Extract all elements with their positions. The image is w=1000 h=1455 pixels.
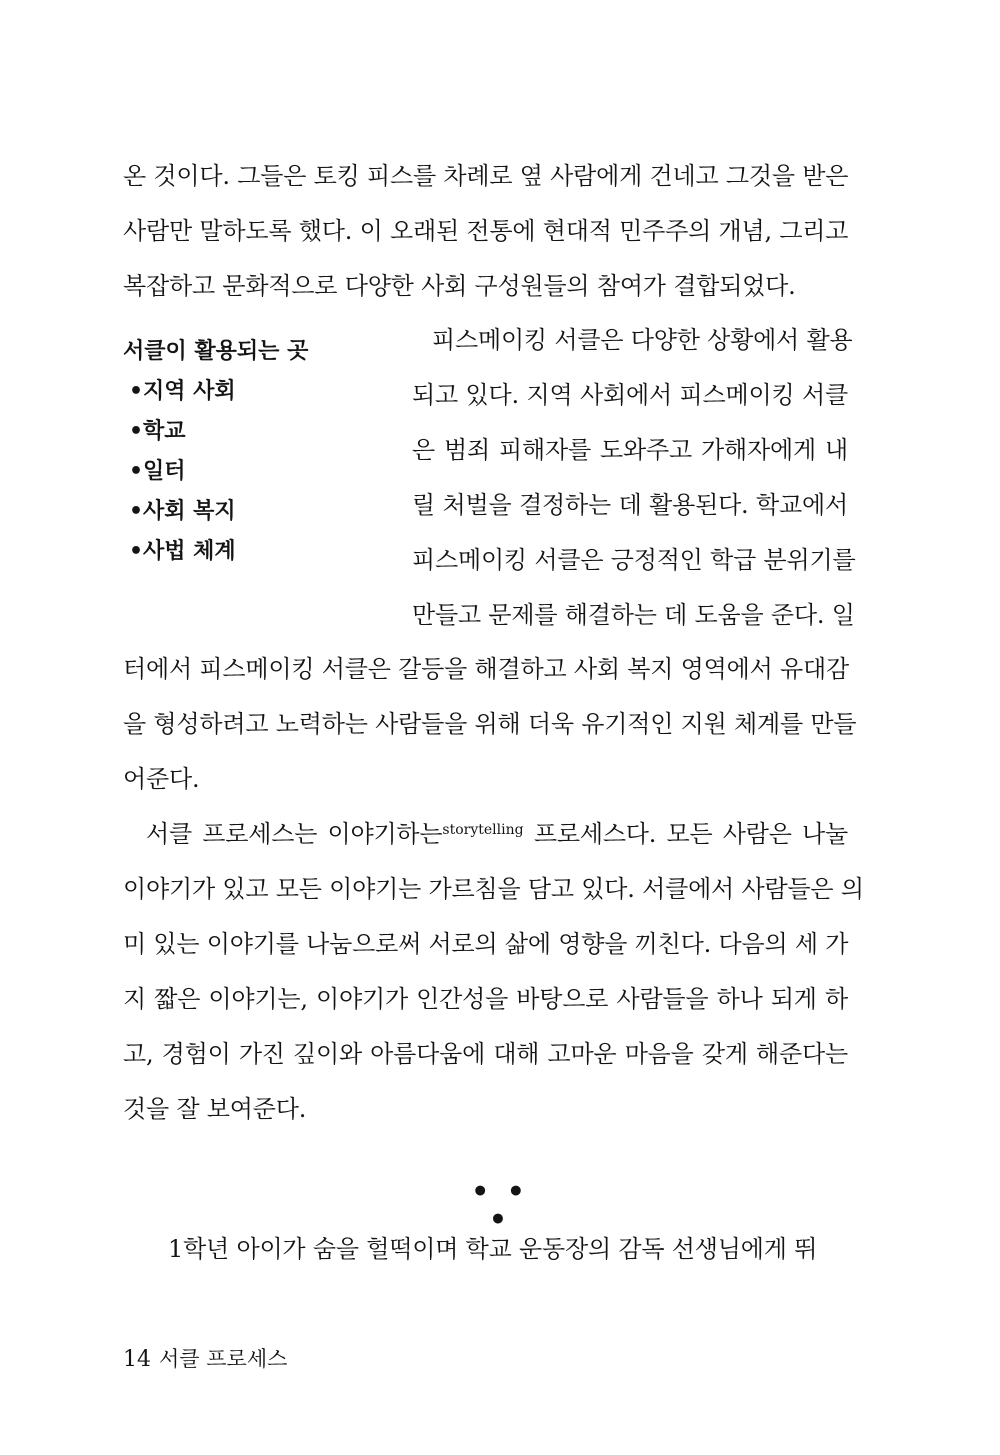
body-text-line: 되고 있다. 지역 사회에서 피스메이킹 서클 <box>412 381 848 409</box>
page-footer <box>123 1344 287 1375</box>
body-text-line: 피스메이킹 서클은 다양한 상황에서 활용 <box>432 326 853 354</box>
sidebar-list-item <box>123 375 393 415</box>
bullet-icon: • <box>129 499 144 524</box>
body-text-line: 것을 잘 보여준다. <box>123 1095 307 1123</box>
sidebar-list-item <box>123 535 393 575</box>
body-text-line: 어준다. <box>123 765 200 793</box>
sidebar-list-item <box>123 455 393 495</box>
body-text-line: 온 것이다. 그들은 토킹 피스를 차례로 옆 사람에게 건네고 그것을 받은 <box>123 162 849 190</box>
body-text-line: 고, 경험이 가진 깊이와 아름다움에 대해 고마운 마음을 갖게 해준다는 <box>123 1040 848 1068</box>
body-text-line: 릴 처벌을 결정하는 데 활용된다. 학교에서 <box>412 491 848 519</box>
sidebar-list-item <box>123 415 393 455</box>
text-segment: 서클 프로세스는 이야기하는 <box>146 820 443 848</box>
body-text-line: 복잡하고 문화적으로 다양한 사회 구성원들의 참여가 결합되었다. <box>123 272 796 300</box>
body-text-line: 만들고 문제를 해결하는 데 도움을 준다. 일 <box>412 601 855 629</box>
body-text-line: 피스메이킹 서클은 긍정적인 학급 분위기를 <box>412 546 856 574</box>
bullet-icon: • <box>129 419 144 444</box>
body-text-line: 사람만 말하도록 했다. 이 오래된 전통에 현대적 민주주의 개념, 그리고 <box>123 217 849 245</box>
sidebar-item-label: 일터 <box>143 459 186 484</box>
sidebar-item-label: 사법 체계 <box>143 539 236 564</box>
body-text-line: 을 형성하려고 노력하는 사람들을 위해 더욱 유기적인 지원 체계를 만들 <box>123 710 857 738</box>
bullet-icon: • <box>129 459 144 484</box>
body-text-line <box>146 817 848 855</box>
bullet-icon: • <box>129 539 144 564</box>
body-text-line: 1학년 아이가 숨을 헐떡이며 학교 운동장의 감독 선생님에게 뛰 <box>168 1235 818 1263</box>
sidebar-item-label: 학교 <box>143 419 186 444</box>
sidebar-box <box>123 335 393 575</box>
body-text-line: 터에서 피스메이킹 서클은 갈등을 해결하고 사회 복지 영역에서 유대감 <box>123 655 849 683</box>
storytelling-gloss: storytelling <box>442 822 524 838</box>
running-title: 서클 프로세스 <box>159 1347 288 1371</box>
page-number: 14 <box>123 1347 151 1372</box>
text-segment: 프로세스다. 모든 사람은 나눌 <box>523 820 848 848</box>
section-separator: • • • <box>471 1175 529 1236</box>
sidebar-title: 서클이 활용되는 곳 <box>123 339 309 364</box>
body-text-line: 미 있는 이야기를 나눔으로써 서로의 삶에 영향을 끼친다. 다음의 세 가 <box>123 930 849 958</box>
body-text-line: 이야기가 있고 모든 이야기는 가르침을 담고 있다. 서클에서 사람들은 의 <box>123 875 864 903</box>
sidebar-list-item <box>123 495 393 535</box>
sidebar-item-label: 사회 복지 <box>143 499 236 524</box>
sidebar-item-label: 지역 사회 <box>143 379 236 404</box>
bullet-icon: • <box>129 379 144 404</box>
body-text-line: 지 짧은 이야기는, 이야기가 인간성을 바탕으로 사람들을 하나 되게 하 <box>123 985 848 1013</box>
body-text-line: 은 범죄 피해자를 도와주고 가해자에게 내 <box>412 436 848 464</box>
